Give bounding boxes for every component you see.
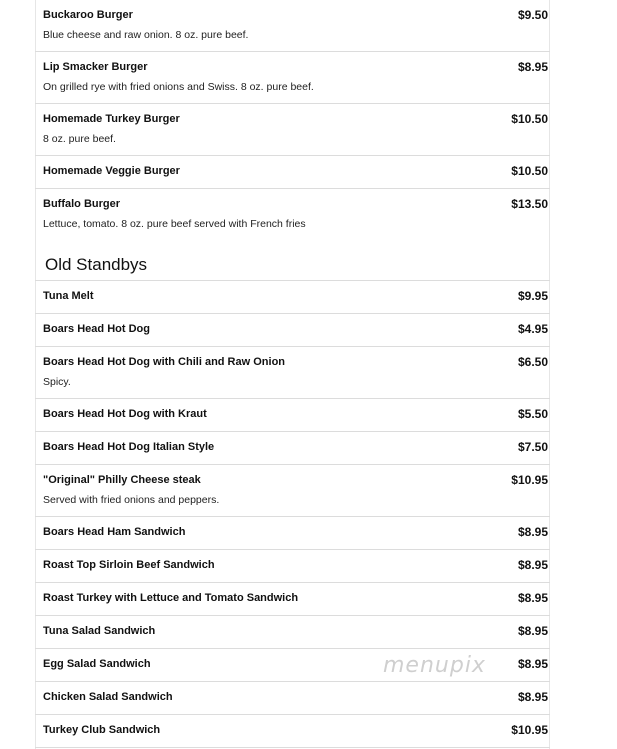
item-name: Boars Head Ham Sandwich: [43, 526, 186, 538]
menu-item: [35, 399, 550, 432]
menu-item: [35, 314, 550, 347]
menu-item: [35, 0, 550, 52]
item-price: $8.95: [517, 657, 548, 671]
item-name: Turkey Club Sandwich: [43, 724, 161, 736]
item-price: $8.95: [517, 525, 548, 539]
menu-item: [35, 465, 550, 517]
menu-item: [35, 616, 550, 649]
item-price: $10.95: [511, 723, 548, 737]
item-name: Boars Head Hot Dog Italian Style: [43, 441, 215, 453]
item-name: Boars Head Hot Dog with Chili and Raw Onion: [43, 356, 286, 368]
menu-item: [35, 52, 550, 104]
item-name: Homemade Veggie Burger: [43, 165, 180, 177]
item-name: Buckaroo Burger: [43, 9, 133, 21]
item-price: $8.95: [517, 624, 548, 638]
item-name: Roast Turkey with Lettuce and Tomato Sandwich: [43, 592, 299, 604]
item-price: $8.95: [517, 690, 548, 704]
item-name: Lip Smacker Burger: [43, 61, 148, 73]
item-price: $10.50: [511, 112, 548, 126]
menu-item: [35, 156, 550, 189]
item-price: $10.95: [511, 473, 548, 487]
item-description: On grilled rye with fried onions and Swiss. 8 oz. pure beef.: [43, 81, 314, 93]
menu-item: [35, 189, 550, 241]
item-name: Homemade Turkey Burger: [43, 113, 180, 125]
item-name: Roast Top Sirloin Beef Sandwich: [43, 559, 215, 571]
item-price: $9.50: [517, 8, 548, 22]
item-description: 8 oz. pure beef.: [43, 133, 116, 145]
menu-item: [35, 517, 550, 550]
item-name: Egg Salad Sandwich: [43, 658, 151, 670]
watermark-logo: menupix: [383, 653, 486, 678]
item-name: Tuna Melt: [43, 290, 94, 302]
item-price: $13.50: [511, 197, 548, 211]
item-description: Spicy.: [43, 376, 71, 388]
menu-item: [35, 715, 550, 748]
item-description: Lettuce, tomato. 8 oz. pure beef served with French fries: [43, 218, 306, 230]
item-name: Tuna Salad Sandwich: [43, 625, 156, 637]
item-name: "Original" Philly Cheese steak: [43, 474, 201, 486]
item-name: Buffalo Burger: [43, 198, 120, 210]
item-description: Blue cheese and raw onion. 8 oz. pure beef.: [43, 29, 249, 41]
menu-item: [35, 432, 550, 465]
menu-item: [35, 104, 550, 156]
menu-item: [35, 682, 550, 715]
item-price: $4.95: [517, 322, 548, 336]
item-description: Served with fried onions and peppers.: [43, 494, 220, 506]
menu-item: [35, 281, 550, 314]
menu-item: [35, 583, 550, 616]
section-title: Old Standbys: [45, 255, 148, 274]
item-name: Boars Head Hot Dog: [43, 323, 150, 335]
item-price: $5.50: [517, 407, 548, 421]
menu-item: [35, 347, 550, 399]
item-price: $8.95: [517, 558, 548, 572]
item-price: $8.95: [517, 591, 548, 605]
item-price: $8.95: [517, 60, 548, 74]
item-name: Boars Head Hot Dog with Kraut: [43, 408, 207, 420]
item-price: $7.50: [517, 440, 548, 454]
item-price: $10.50: [511, 164, 548, 178]
item-price: $6.50: [517, 355, 548, 369]
item-name: Chicken Salad Sandwich: [43, 691, 173, 703]
menu-item: [35, 550, 550, 583]
burgers-list: [35, 0, 550, 241]
item-price: $9.95: [517, 289, 548, 303]
